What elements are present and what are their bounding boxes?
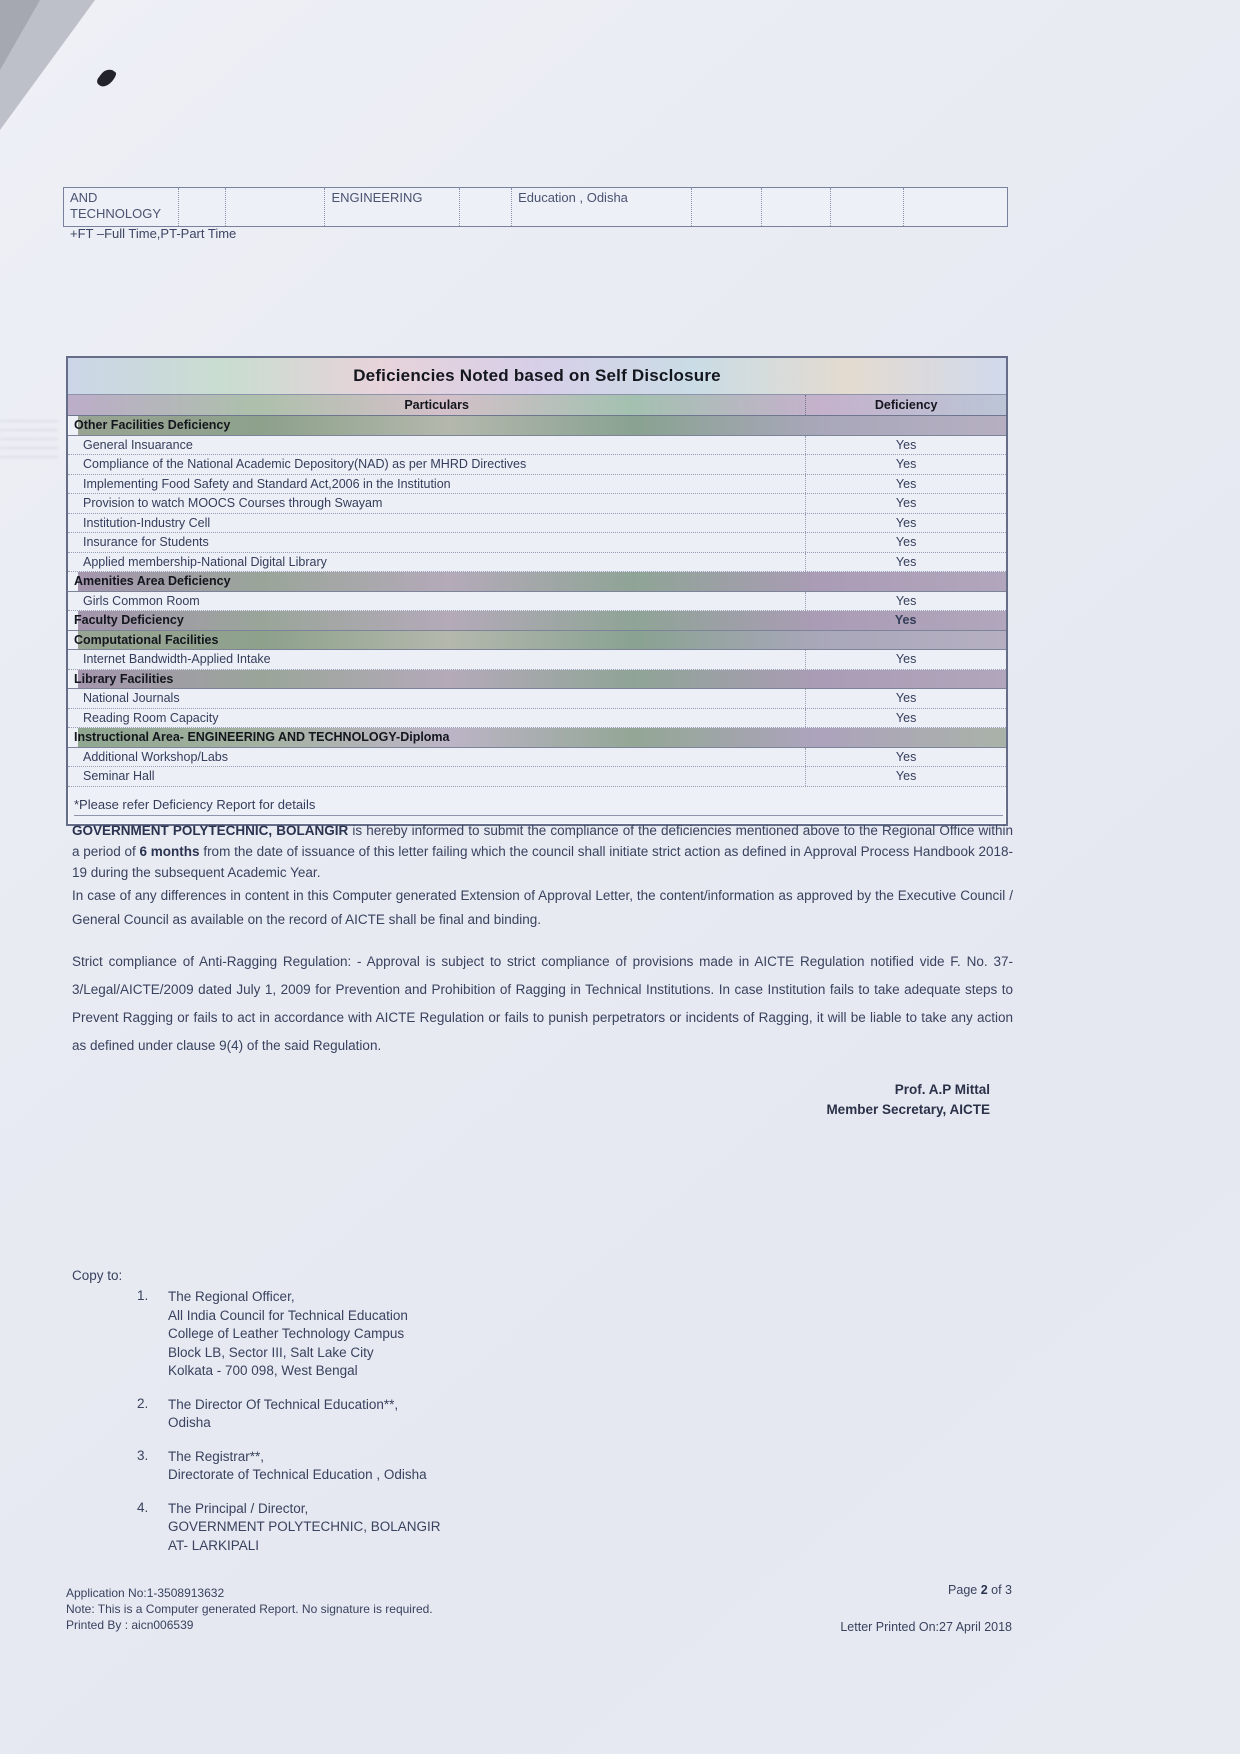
course-table-fragment (63, 187, 1008, 227)
deficiency-item-row (68, 494, 1006, 514)
copy-to-address (168, 1500, 441, 1556)
copy-to-item (137, 1288, 637, 1381)
copy-to-address-line: Kolkata - 700 098, West Bengal (168, 1363, 358, 1378)
top-table-cell (904, 188, 1007, 226)
deficiency-item-row (68, 767, 1006, 787)
section-row (68, 631, 1006, 651)
deficiency-cell: Yes (805, 689, 1006, 708)
particulars-cell: Seminar Hall (83, 769, 155, 783)
deficiency-cell: Yes (805, 748, 1006, 767)
scan-corner-fold-inner (0, 0, 40, 70)
particulars-cell: Other Facilities Deficiency (74, 418, 231, 432)
particulars-cell: Library Facilities (74, 671, 174, 686)
compliance-paragraph (72, 820, 1013, 883)
deficiency-cell (805, 670, 1006, 689)
page-indicator (948, 1583, 1012, 1597)
deficiency-table-title: Deficiencies Noted based on Self Disclosure (68, 358, 1006, 395)
signatory-name: Prof. A.P Mittal (894, 1082, 990, 1097)
copy-to-number: 4. (137, 1499, 149, 1515)
application-number: Application No:1-3508913632 (66, 1586, 225, 1600)
particulars-cell: Compliance of the National Academic Depository(NAD) as per MHRD Directives (83, 457, 527, 471)
particulars-cell: Reading Room Capacity (83, 710, 219, 725)
deficiency-item-row (68, 748, 1006, 768)
deficiency-cell: Yes (805, 494, 1006, 513)
copy-to-address-line: The Director Of Technical Education**, (168, 1396, 399, 1412)
deficiency-table (66, 356, 1008, 826)
deficiency-cell: Yes (805, 650, 1006, 669)
differences-paragraph: In case of any differences in content in this Computer generated Extension of Approval Letter, the content/information as approved by the Executive Council / General Council as available on the record of AICTE shall be final and binding. (72, 888, 1013, 927)
section-row (68, 670, 1006, 690)
top-table-cell (831, 188, 904, 226)
top-table-cell (460, 188, 512, 226)
deficiency-cell (805, 416, 1006, 435)
section-row (68, 416, 1006, 436)
deficiency-item-row (68, 533, 1006, 553)
period-emphasis: 6 months (139, 844, 200, 859)
deficiency-item-row (68, 475, 1006, 495)
copy-to-address-line: Block LB, Sector III, Salt Lake City (168, 1344, 374, 1360)
particulars-cell: Insurance for Students (83, 535, 209, 549)
copy-to-address-line: College of Leather Technology Campus (168, 1326, 405, 1341)
particulars-cell: Girls Common Room (83, 593, 200, 608)
deficiency-cell: Yes (805, 475, 1006, 494)
copy-to-number: 1. (137, 1288, 149, 1303)
particulars-cell: Institution-Industry Cell (83, 515, 211, 530)
copy-to-label: Copy to: (72, 1268, 123, 1283)
copy-to-number: 3. (137, 1447, 149, 1463)
copy-to-number: 2. (137, 1395, 149, 1411)
deficiency-cell: Yes (805, 455, 1006, 474)
copy-to-address-line: GOVERNMENT POLYTECHNIC, BOLANGIR (168, 1519, 441, 1534)
particulars-cell: Instructional Area- ENGINEERING AND TECHNOLOGY-Diploma (74, 730, 450, 744)
copy-to-item (137, 1500, 637, 1556)
computer-generated-note: Note: This is a Computer generated Report. No signature is required. (66, 1602, 433, 1616)
copy-to-address (168, 1396, 398, 1433)
top-table-cell: ENGINEERING (325, 188, 460, 226)
compliance-text-2: from the date of issuance of this letter failing which the council shall initiate strict action as defined in Approval Process Handbook 2018-19 during the subsequent Academic Year. (72, 844, 1014, 880)
deficiency-item-row (68, 650, 1006, 670)
section-row (68, 611, 1006, 631)
section-row (68, 572, 1006, 592)
copy-to-address-line: The Principal / Director, (168, 1500, 309, 1516)
copy-to-address-line: Odisha (168, 1415, 211, 1430)
deficiency-cell (805, 728, 1006, 747)
particulars-cell: Implementing Food Safety and Standard Act,2006 in the Institution (83, 476, 451, 491)
top-table-cell (692, 188, 762, 226)
copy-to-item (137, 1396, 637, 1433)
printed-by: Printed By : aicn006539 (66, 1618, 194, 1632)
deficiency-cell: Yes (805, 709, 1006, 728)
top-table-cell (179, 188, 226, 226)
deficiency-cell: Yes (805, 533, 1006, 552)
deficiency-item-row (68, 436, 1006, 456)
particulars-cell: Faculty Deficiency (74, 613, 184, 627)
compliance-text-1: is hereby informed to submit the compliance of the deficiencies mentioned above to the Regional Office within a period of (72, 823, 1013, 859)
deficiency-item-row (68, 553, 1006, 573)
top-table-cell: Education , Odisha (512, 188, 692, 226)
particulars-cell: Applied membership-National Digital Library (83, 554, 327, 569)
deficiency-item-row (68, 709, 1006, 729)
page-indicator-prefix: Page (948, 1583, 981, 1597)
column-header-deficiency: Deficiency (805, 395, 1006, 415)
top-table-cell (762, 188, 832, 226)
top-table-cell: AND TECHNOLOGY (64, 188, 179, 226)
deficiency-cell (805, 631, 1006, 650)
particulars-cell: Internet Bandwidth-Applied Intake (83, 652, 271, 666)
particulars-cell: Provision to watch MOOCS Courses through Swayam (83, 496, 383, 510)
signatory-title: Member Secretary, AICTE (826, 1102, 990, 1117)
footer-left (66, 1585, 433, 1633)
deficiency-cell: Yes (894, 613, 917, 627)
institute-name: GOVERNMENT POLYTECHNIC, BOLANGIR (72, 823, 349, 838)
deficiency-table-body (68, 416, 1006, 787)
page-number: 2 (980, 1583, 988, 1597)
page-indicator-suffix: of 3 (987, 1583, 1012, 1597)
deficiency-table-header (68, 395, 1006, 416)
copy-to-address-line: The Regional Officer, (168, 1289, 295, 1304)
scan-ink-mark (95, 66, 118, 90)
particulars-cell: Amenities Area Deficiency (74, 574, 231, 588)
copy-to-address-line: AT- LARKIPALI (168, 1537, 260, 1553)
copy-to-address (168, 1448, 427, 1485)
deficiency-item-row (68, 689, 1006, 709)
copy-to-address-line: All India Council for Technical Education (168, 1307, 408, 1323)
copy-to-address-line: Directorate of Technical Education , Odisha (168, 1467, 427, 1482)
deficiency-cell: Yes (805, 436, 1006, 455)
deficiency-cell: Yes (805, 514, 1006, 533)
deficiency-cell: Yes (805, 592, 1006, 611)
particulars-cell: Additional Workshop/Labs (83, 749, 228, 764)
column-header-particulars: Particulars (404, 398, 469, 412)
letter-printed-date: Letter Printed On:27 April 2018 (840, 1620, 1012, 1634)
deficiency-cell: Yes (805, 767, 1006, 786)
particulars-cell: National Journals (83, 691, 180, 705)
copy-to-address-line: The Registrar**, (168, 1448, 265, 1464)
deficiency-cell (805, 572, 1006, 591)
deficiency-item-row (68, 592, 1006, 612)
scan-edge-smudge (0, 420, 58, 460)
anti-ragging-paragraph: Strict compliance of Anti-Ragging Regulation: - Approval is subject to strict compliance of provisions made in AICTE Regulation notified vide F. No. 37-3/Legal/AICTE/2009 dated July 1, 2009 for Prevention and Prohibition of Ragging in Technical Institutions. In case Institution fails to take adequate steps to Prevent Ragging or fails to act in accordance with AICTE Regulation or fails to punish perpetrators or incidents of Ragging, it will be liable to take any action as defined under clause 9(4) of the said Regulation. (72, 954, 1013, 1053)
table-footnote: +FT –Full Time,PT-Part Time (70, 226, 237, 241)
copy-to-address (168, 1288, 408, 1381)
deficiency-item-row (68, 455, 1006, 475)
deficiency-item-row (68, 514, 1006, 534)
copy-to-item (137, 1448, 637, 1485)
deficiency-cell: Yes (805, 553, 1006, 572)
particulars-cell: Computational Facilities (74, 632, 219, 647)
signature-block (826, 1080, 990, 1120)
top-table-cell (226, 188, 326, 226)
copy-to-list (137, 1288, 637, 1570)
section-row (68, 728, 1006, 748)
deficiency-report-note: *Please refer Deficiency Report for details (74, 797, 1003, 816)
particulars-cell: General Insuarance (83, 437, 193, 452)
